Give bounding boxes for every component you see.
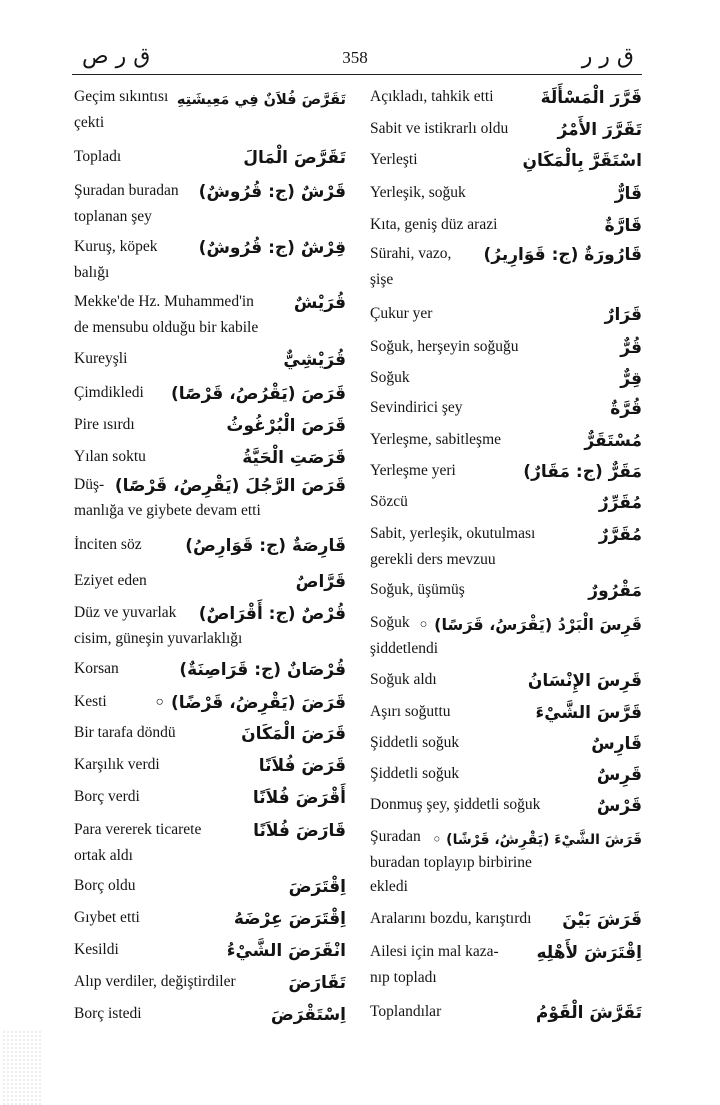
entry-main-line [74,903,346,931]
entry-main-line [74,750,346,778]
turkish-meaning-continued: şişe [370,271,394,288]
page-number: 358 [342,48,368,67]
entry-main-line [74,566,346,594]
turkish-meaning: Düş- [74,476,105,493]
arabic-headword: قُرْصَانٌ (ج: قَرَاصِنَةٌ) [179,660,346,680]
dictionary-entry [74,871,346,899]
arabic-headword: اِقْتَرَضَ عِرْضَهُ [233,909,346,929]
arabic-headword: قَرْسٌ [596,796,642,816]
dictionary-entry [74,142,346,170]
entry-main-line [370,697,642,725]
arabic-headword: قَرَصَ الْبُرْغُوثُ [226,416,346,436]
entry-main-line [370,425,642,453]
turkish-meaning: Geçim sıkıntısı [74,88,169,105]
dictionary-entry [370,728,642,756]
turkish-meaning: Soğuk, üşümüş [370,581,465,598]
arabic-headword: قَرَشَ الشَّيْءَ (يَقْرِشُ، قَرْشًا) ◦ [432,832,642,848]
arabic-headword: قَرَضَ الْمَكَانَ [241,724,346,744]
arabic-headword: قَرِسٌ [596,765,642,785]
dictionary-entry [74,815,346,867]
turkish-meaning-continued: çekti [74,114,105,131]
turkish-meaning-continued: nıp topladı [370,969,437,986]
entry-main-line [370,393,642,421]
dictionary-entry [370,456,642,484]
arabic-headword: اِسْتَقْرَضَ [270,1005,346,1025]
arabic-headword: قُرَيْشِيٌّ [283,350,346,370]
arabic-headword: تَقَارَضَ [288,973,346,993]
entry-continuation-line [370,850,642,874]
dictionary-entry [74,470,346,522]
turkish-meaning: Açıkladı, tahkik etti [370,88,494,105]
entry-main-line [74,718,346,746]
dictionary-entry [370,363,642,391]
turkish-meaning: İnciten söz [74,536,142,553]
turkish-meaning: Aşırı soğuttu [370,703,451,720]
header-left-root: ق ر ص [82,44,151,69]
arabic-headword: قَرَصَ الرَّجُلَ (يَقْرِصُ، قَرْصًا) [114,476,346,496]
turkish-meaning: Kuruş, köpek [74,238,158,255]
entry-continuation-line [74,498,346,522]
turkish-meaning: Şiddetli soğuk [370,734,460,751]
turkish-meaning: Gıybet etti [74,909,140,926]
turkish-meaning-continued: buradan toplayıp birbirine [370,854,532,871]
entry-main-line [74,687,346,715]
turkish-meaning: Soğuk [370,369,410,386]
arabic-headword: قَارَّةٌ [604,216,642,236]
turkish-meaning: Sözcü [370,493,408,510]
turkish-meaning: Para vererek ticarete [74,821,202,838]
scan-margin-noise [2,1030,42,1105]
entry-main-line [74,598,346,626]
turkish-meaning: Karşılık verdi [74,756,160,773]
turkish-meaning: Yerleşme, sabitleşme [370,431,502,448]
arabic-headword: قَارِسٌ [591,734,642,754]
entry-main-line [74,654,346,682]
dictionary-entry [370,759,642,787]
entry-main-line [370,114,642,142]
arabic-headword: قُرَّةٌ [610,399,642,419]
entry-main-line [74,82,346,110]
arabic-headword: قَرَصَتِ الْحَيَّةُ [242,448,346,468]
dictionary-entry [74,176,346,228]
entry-main-line [370,210,642,238]
dictionary-entry [74,782,346,810]
dictionary-entry [370,822,642,898]
entry-main-line [74,815,346,843]
dictionary-entry [74,566,346,594]
entry-continuation-line [74,204,346,228]
entry-main-line [74,232,346,260]
turkish-meaning: Soğuk aldı [370,671,437,688]
entry-main-line [74,142,346,170]
dictionary-entry [370,332,642,360]
entry-main-line [74,782,346,810]
arabic-headword: قَارِصَةٌ (ج: قَوَارِصُ) [185,536,346,556]
entry-main-line [370,82,642,110]
turkish-meaning: Borç istedi [74,1005,142,1022]
entry-main-line [370,575,642,603]
turkish-meaning: Topladı [74,148,122,165]
entry-continuation-line [370,636,642,660]
entry-main-line [370,997,642,1025]
dictionary-entry [74,410,346,438]
turkish-meaning: Eziyet eden [74,572,147,589]
turkish-meaning: Şuradan [370,828,421,845]
entry-continuation-line [74,315,346,339]
header-rule [72,74,642,75]
arabic-headword: قَرَّسَ الشَّيْءَ [535,703,642,723]
entry-continuation-line [74,626,346,650]
turkish-meaning: Sürahi, vazo, [370,245,452,262]
dictionary-entry [74,935,346,963]
entry-main-line [370,608,642,636]
dictionary-entry [74,598,346,650]
arabic-headword: اِقْتَرَشَ لأَهْلِهِ [536,943,642,963]
dictionary-entry [74,287,346,339]
turkish-meaning-continued: ortak aldı [74,847,133,864]
dictionary-entry [370,697,642,725]
turkish-meaning: Borç verdi [74,788,140,805]
entry-main-line [74,410,346,438]
turkish-meaning-continued: şiddetlendi [370,640,439,657]
dictionary-entry [370,904,642,932]
dictionary-entry [370,608,642,660]
entry-continuation-line [370,267,642,291]
entry-main-line [370,487,642,515]
arabic-headword: قُرٌّ [620,338,642,358]
dictionary-entry [370,790,642,818]
dictionary-entry [74,999,346,1027]
entry-main-line [74,967,346,995]
arabic-headword: قَرَضَ (يَقْرِضُ، قَرْضًا) ◦ [154,693,346,713]
turkish-meaning: Sevindirici şey [370,399,463,416]
turkish-meaning-continued: balığı [74,264,110,281]
dictionary-entry [370,178,642,206]
entry-continuation-line [370,874,642,898]
arabic-headword: مُسْتَقَرٌّ [584,431,642,451]
dictionary-entry [74,344,346,372]
dictionary-entry [74,442,346,470]
turkish-meaning: Kıta, geniş düz arazi [370,216,498,233]
arabic-headword: قَرِسَ الإِنْسَانُ [527,671,642,691]
dictionary-entry [370,997,642,1025]
turkish-meaning-continued: cisim, güneşin yuvarlaklığı [74,630,243,647]
dictionary-entry [370,937,642,989]
entry-main-line [74,442,346,470]
dictionary-entry [370,487,642,515]
turkish-meaning-continued: gerekli ders mevzuu [370,551,496,568]
entry-main-line [370,178,642,206]
turkish-meaning: Sabit ve istikrarlı oldu [370,120,509,137]
turkish-meaning: Aralarını bozdu, karıştırdı [370,910,532,927]
turkish-meaning: Sabit, yerleşik, okutulması [370,525,536,542]
entry-main-line [370,519,642,547]
turkish-meaning: Yılan soktu [74,448,146,465]
dictionary-entry [370,519,642,571]
arabic-headword: قَرِسَ الْبَرْدُ (يَقْرَسُ، قَرَسًا) ◦ [418,615,642,634]
entry-continuation-line [370,965,642,989]
turkish-meaning: Şiddetli soğuk [370,765,460,782]
entry-main-line [370,728,642,756]
dictionary-entry [74,378,346,406]
dictionary-entry [74,232,346,284]
turkish-meaning: Pire ısırdı [74,416,135,433]
turkish-meaning: Yerleşme yeri [370,462,456,479]
arabic-headword: مَقْرُورٌ [588,581,642,601]
entry-main-line [370,145,642,173]
entry-main-line [74,176,346,204]
turkish-meaning: Mekke'de Hz. Muhammed'in [74,293,254,310]
entry-continuation-line [74,260,346,284]
dictionary-entry [370,299,642,327]
dictionary-entry [370,210,642,238]
arabic-headword: قُرَيْشٌ [293,293,346,313]
entry-continuation-line [74,110,346,134]
turkish-meaning: Çimdikledi [74,384,144,401]
turkish-meaning: Yerleşik, soğuk [370,184,466,201]
arabic-headword: قِرٌّ [620,369,642,389]
arabic-headword: قَارَضَ فُلاَنًا [253,821,346,841]
dictionary-entry [370,393,642,421]
entry-main-line [370,665,642,693]
dictionary-entry [370,239,642,291]
dictionary-entry [74,530,346,558]
turkish-meaning: Alıp verdiler, değiştirdiler [74,973,236,990]
turkish-meaning-continued: toplanan şey [74,208,152,225]
dictionary-entry [74,718,346,746]
arabic-headword: أَقْرَضَ فُلاَنًا [252,788,346,808]
arabic-headword: قِرْشٌ (ج: قُرُوشٌ) [198,238,346,258]
turkish-meaning: Soğuk [370,614,410,631]
turkish-meaning: Düz ve yuvarlak [74,604,177,621]
arabic-headword: مُقَرَّرٌ [598,525,642,545]
entry-main-line [74,470,346,498]
turkish-meaning: Soğuk, herşeyin soğuğu [370,338,519,355]
entry-main-line [74,287,346,315]
arabic-headword: قَرَّرَ الْمَسْأَلَةَ [540,88,642,108]
turkish-meaning-continued: manlığa ve giybete devam etti [74,502,261,519]
dictionary-entry [370,114,642,142]
arabic-headword: تَقَرَّرَ الأَمْرُ [557,120,642,140]
entry-main-line [370,239,642,267]
page-header [72,44,638,74]
arabic-headword: اِقْتَرَضَ [288,877,346,897]
entry-main-line [74,378,346,406]
arabic-headword: مُقَرِّرٌ [598,493,642,513]
dictionary-entry [370,145,642,173]
entry-main-line [74,344,346,372]
header-right-root: ق ر ر [581,44,634,69]
entry-main-line [370,822,642,850]
dictionary-entry [74,82,346,134]
entry-main-line [74,935,346,963]
dictionary-entry [74,750,346,778]
dictionary-entry [370,665,642,693]
turkish-meaning: Yerleşti [370,151,418,168]
dictionary-entry [370,425,642,453]
arabic-headword: قَرَّاصٌ [295,572,346,592]
dictionary-entry [74,903,346,931]
entry-main-line [370,937,642,965]
arabic-headword: تَقَرَّشَ الْقَوْمُ [535,1003,642,1023]
entry-main-line [370,904,642,932]
arabic-headword: قَرْشٌ (ج: قُرُوشٌ) [198,182,346,202]
entry-main-line [74,530,346,558]
dictionary-entry [370,82,642,110]
turkish-meaning: Çukur yer [370,305,433,322]
turkish-meaning-continued: ekledi [370,878,408,895]
arabic-headword: قَرَضَ فُلاَنًا [258,756,346,776]
dictionary-entry [74,687,346,715]
turkish-meaning: Borç oldu [74,877,136,894]
arabic-headword: قَرَصَ (يَقْرُصُ، قَرْصًا) [171,384,346,404]
turkish-meaning: Toplandılar [370,1003,442,1020]
dictionary-entry [74,967,346,995]
arabic-headword: اسْتَقَرَّ بِالْمَكَانِ [522,151,642,171]
turkish-meaning: Kureyşli [74,350,128,367]
arabic-headword: تَقَرَّصَ الْمَالَ [243,148,346,168]
arabic-headword: قَرَشَ بَيْنَ [562,910,642,930]
arabic-headword: قَارُورَةٌ (ج: قَوَارِيرُ) [483,245,642,265]
dictionary-entry [370,575,642,603]
arabic-headword: مَقَرٌّ (ج: مَقَارٌ) [523,462,642,482]
turkish-meaning: Şuradan buradan [74,182,179,199]
turkish-meaning: Bir tarafa döndü [74,724,176,741]
arabic-headword: قُرْصٌ (ج: أَقْرَاصٌ) [198,604,346,624]
dictionary-entry [74,654,346,682]
entry-main-line [370,332,642,360]
turkish-meaning: Kesti [74,693,107,710]
arabic-headword: قَارٌّ [614,184,642,204]
arabic-headword: تَقَرَّصَ فُلاَنٌ فِي مَعِيشَتِهِ [176,92,346,108]
entry-main-line [74,999,346,1027]
turkish-meaning: Ailesi için mal kaza- [370,943,499,960]
arabic-headword: قَرَارٌ [604,305,642,325]
turkish-meaning: Donmuş şey, şiddetli soğuk [370,796,541,813]
turkish-meaning-continued: de mensubu olduğu bir kabile [74,319,259,336]
entry-main-line [370,299,642,327]
entry-main-line [370,790,642,818]
turkish-meaning: Korsan [74,660,119,677]
entry-main-line [370,456,642,484]
entry-main-line [74,871,346,899]
entry-continuation-line [74,843,346,867]
arabic-headword: انْقَرَضَ الشَّيْءُ [226,941,346,961]
entry-main-line [370,363,642,391]
entry-continuation-line [370,547,642,571]
turkish-meaning: Kesildi [74,941,119,958]
entry-main-line [370,759,642,787]
